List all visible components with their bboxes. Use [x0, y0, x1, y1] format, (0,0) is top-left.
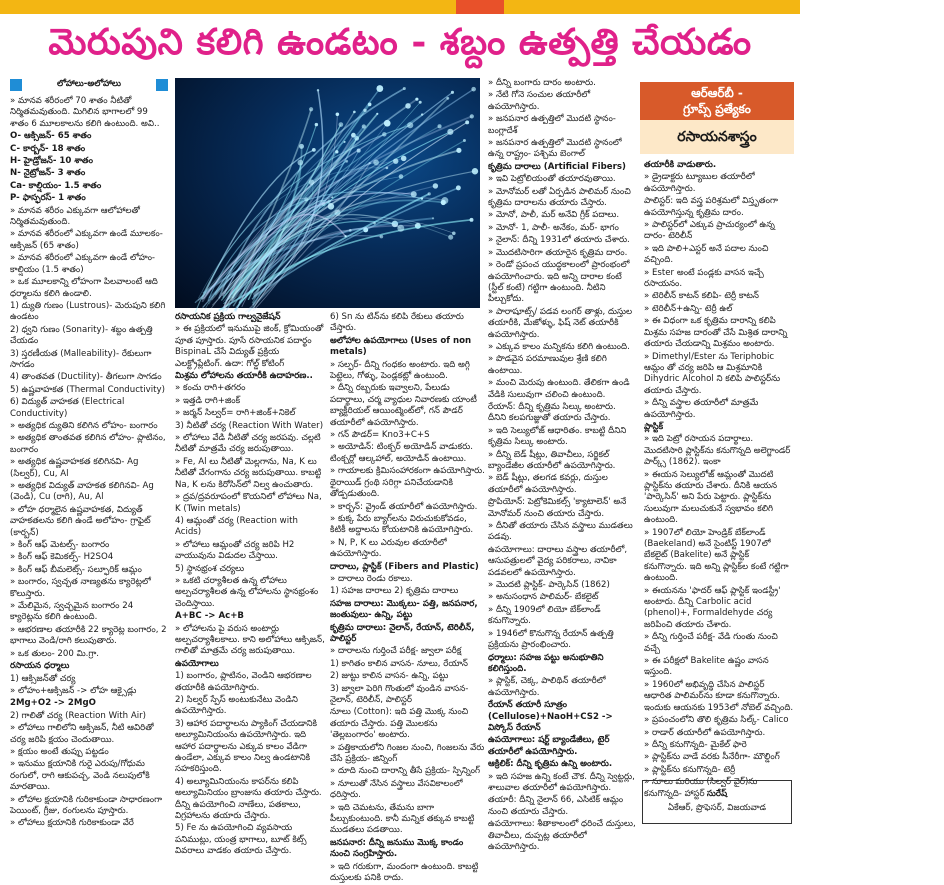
fiber-tip	[432, 217, 434, 219]
paragraph: ఆక్రిలిక్: దీన్ని కృత్రిమ ఉన్ని అంటారు.	[488, 759, 613, 770]
paragraph: » మోనో- 1, పాలీ- అనేకం, మర్- భాగం	[488, 222, 619, 233]
banner-line-2: గ్రూప్స్ ప్రత్యేకం	[683, 102, 751, 116]
column-3	[330, 312, 485, 884]
paragraph: 1) సహజ దారాలు 2) కృత్రిమ దారాలు	[330, 586, 459, 597]
paragraph: » నూలుతో నేసిన వస్త్రాలు వేసవికాలంలో ధరిస్తారు.	[330, 778, 463, 801]
paragraph: » Ester అంటే పండ్లకు వాసన ఇచ్చే రసాయనం.	[644, 267, 764, 290]
paragraph: » బంగారం, స్వచ్ఛత నాణ్యతను క్యారెట్లలో కొలుస్తారు.	[10, 577, 151, 599]
paragraph: » డ్రైడాక్టరు ట్యూబుల తయారీలో ఉపయోగిస్తారు.	[644, 172, 755, 194]
paragraph: » మంచి మెరుపు ఉంటుంది. తేలికగా ఉండి వేడికి సులువుగా చలించి ఉంటుంది.	[488, 378, 630, 400]
paragraph: » ఇది చెమటను, తేమను బాగా పీల్చుకుంటుంది. కానీ మన్నిక తక్కువ కాబట్టి ముడతలు పడతాయి.	[330, 802, 475, 836]
fiber-tip	[437, 124, 441, 128]
top-color-strip	[0, 0, 800, 14]
paragraph: » లోహాలను పై వరుస అంటార్లు అల్పచర్యాశీలకాలు. కాని అలోహాలు ఆక్సిజన్, గాలితో మాత్రమే చర్య జరుపుతాయి.	[175, 623, 325, 657]
paragraph: » దారాలు రెండు రకాలు.	[330, 573, 413, 584]
paragraph: » బెడ్ షీట్లు, తలగడ కవర్లు, దుస్తుల తయారీలో ఉపయోగిస్తారు.	[488, 473, 608, 495]
paragraph: » ఒకటి చర్యాశీలత ఉన్న లోహాలు అల్పచర్యాశీలత ఉన్న లోహాలను స్థానభ్రంశం చెందిస్తాయి.	[175, 575, 319, 609]
paragraph: 5) స్థానభ్రంశ చర్యలు	[175, 563, 245, 574]
paragraph: » లోహాలు గాలిలోని ఆక్సిజన్, నీటి ఆవిరితో చర్య జరిపి క్షయం చెందుతాయి.	[10, 723, 154, 745]
paragraph: » రాడార్ తయారీలో ఉపయోగిస్తారు.	[644, 727, 766, 738]
paragraph: ఉపయోగాలు: షర్ట్ బ్యాండేజీలు, టైర్ తయారీలో ఉపయోగిస్తారు.	[488, 735, 610, 757]
paragraph: » ఇది గరుకుగా, మందంగా ఉంటుంది. కాబట్టి దుస్తులకు పనికి రాదు.	[330, 861, 479, 884]
paragraph: » దీన్ని గుర్తించే పరీక్ష- వేడి గుంతు నుంచి వచ్చే	[644, 632, 778, 654]
fiber-tip	[297, 160, 303, 166]
paragraph: 1) ఆక్సిజన్‌తో చర్య	[10, 673, 76, 684]
column-1-reactions	[10, 674, 168, 830]
column-5-body	[644, 160, 794, 800]
masthead-logo-block	[456, 0, 504, 14]
fiber-tip	[411, 191, 417, 197]
paragraph: » కార్బన్: వ్రైండ్ తయారీలో ఉపయోగిస్తారు.	[330, 501, 478, 512]
fiber-tip	[456, 148, 461, 153]
paragraph: » జనపనార ఉత్పత్తిలో మొదటి స్థానం- బంగ్లాదేశ్	[488, 114, 616, 136]
section-marker-icon	[156, 79, 168, 91]
paragraph: » 1946లో కొనుగొన్న రేయాన్ ఉత్పత్తి ప్రక్రియను ప్రారంభించారు.	[488, 628, 614, 651]
paragraph: 2) గాలితో చర్య (Reaction With Air)	[10, 710, 146, 721]
fiber-tip	[403, 87, 406, 90]
paragraph: » కుక్క పేరు బ్యాగ్‌లను విరుచుకుకోవడం, కిటికీ అద్దాలను కోయటానికి ఉపయోగిస్తారు.	[330, 513, 474, 536]
paragraph: 2) ధ్వని గుణం (Sonarity)- శబ్దం ఉత్పత్తి చేయడం	[10, 324, 153, 347]
paragraph: » జర్మన్ సిల్వర్= రాగి+జింక్+నికెల్	[175, 408, 296, 419]
column-2	[175, 312, 325, 857]
paragraph: » ఈయన సెల్యులోజ్ ఆమ్లంతో మొదటి ప్లాస్టిక్‌ను తయారు చేశారు. దీనికి ఆయన 'పార్కెసిన్' అని పేరు పెట్టారు. ప్లాస్టిక్‌ను సులువుగా మలుచుకునే స్వభావం కలిగి ఉంటుంది.	[644, 469, 778, 526]
paragraph: » ఈయనను 'ఫాదర్ ఆఫ్ ప్లాస్టిక్ ఇండస్ట్రీ' అంటారు. దీన్ని Carbolic acid (phenol)+, Formaldehyde చర్య జరిపించి తయారు చేశారు.	[644, 585, 781, 630]
section-marker-icon	[10, 79, 22, 91]
section-title: లోహాలు-అలోహాలు	[56, 79, 121, 90]
paragraph: 6) Sn ను టిన్‌ను కలిపి రేకులు తయారు చేస్తారు.	[330, 312, 464, 334]
paragraph: 3) స్తరణీయత (Malleability)- రేకులుగా సాగడం	[10, 348, 152, 370]
paragraph: రేయాన్ తయారీ సూత్రం (Cellulose)+NaoH+CS2 -> విస్కోస్ రేయాన్	[488, 700, 613, 733]
fiber-tip	[463, 139, 466, 142]
paragraph: » లోహం+ఆక్సిజన్ -> లోహ ఆక్సైడ్లు	[10, 685, 137, 696]
paragraph: సహజ దారాలు: మొక్కలు- పత్తి, జనపనార, జంతువులు- ఉన్ని, పట్టు	[330, 598, 478, 621]
paragraph: » ప్లాస్టిక్‌ను కనుగొన్నది- టెర్రీ	[644, 764, 736, 775]
paragraph: అలోహాల ఉపయోగాలు (Uses of non metals)	[330, 335, 472, 358]
paragraph: » అత్యధిక ద్యుతిని కలిగిన లోహం- బంగారం	[10, 420, 158, 431]
fiber-tip	[317, 89, 319, 91]
paragraph: P- ఫాస్ఫరస్- 1 శాతం	[10, 193, 86, 204]
subheading: రసాయన ధర్మాలు	[10, 661, 70, 672]
paragraph: 4) అల్యూమినియంను కాపర్‌ను కలిపి అల్యూమినియం బ్రాంజును తయారు చేస్తారు. దీన్ని ఉపయోగించి నాణేలు, పతకాలు, విగ్రహాలను తయారు చేస్తారు.	[175, 776, 322, 822]
paragraph: » ఇనుము క్షయానికి గురై ఎరుపు/గోధుమ రంగులో, రాగి ఆకుపచ్చ, వెండి నలుపులోకి మారతాయి.	[10, 759, 150, 793]
fiber-optic-photo	[175, 78, 480, 308]
fiber-tip	[376, 85, 383, 92]
paragraph: » కింగ్ ఆఫ్ బీమలెట్స్- సల్ఫూరిక్ ఆమ్లం	[10, 564, 142, 575]
paragraph: » లోహాలు క్షయానికి గురికాకుండా వేరే	[10, 818, 134, 829]
paragraph: ఉపయోగాలు: దారాలు వస్త్రాల తయారీలో, ఆసుపత్రులలో వైద్య పరికరాలు, నావికా పడవలలో ఉపయోగిస్తారు.	[488, 544, 628, 578]
paragraph: » సల్ఫర్- దీన్ని గంధకం అంటారు. ఇది అగ్గి పెట్టెలు, గోళ్ళు, పెండ్లకట్లో ఉంటుంది.	[330, 359, 470, 382]
column-4	[488, 78, 636, 852]
paragraph: » మోనో, పాలీ, మర్ అనేవి గ్రీక్ పదాలు.	[488, 210, 620, 221]
section-header	[10, 78, 168, 92]
fiber-tip	[471, 87, 476, 92]
paragraph: » టెరిలీన్+ఉన్ని- టెర్రీ ఉల్	[644, 303, 733, 314]
paragraph: » మానవ శరీరంలో ఎక్కువగా ఉండే మూలకం- ఆక్సిజన్ (65 శాతం)	[10, 229, 163, 251]
paragraph: » ఆభరణాల తయారీకి 22 క్యారెట్ల బంగారం, 2 భాగాలు వెండి/రాగి కలుపుతారు.	[10, 624, 167, 647]
paragraph: » N, P, K లు ఎరువుల తయారీలో ఉపయోగిస్తారు.	[330, 537, 447, 560]
column-1	[10, 78, 168, 829]
paragraph: ప్రొపియోన్: పెట్రోకెమికల్స్ 'క్యాటాలెన్' అనే మోనోమర్ నుంచి తయారు చేస్తారు.	[488, 497, 627, 519]
paragraph: C- కార్బన్- 18 శాతం	[10, 143, 86, 154]
fiber-tip	[397, 225, 404, 232]
paragraph: » దీన్ని బెడ్ షీట్లు, తివాచీలు, సర్జికల్ బ్యాండేజీల తయారీలో ఉపయోగిస్తారు.	[488, 449, 616, 471]
series-banner	[640, 82, 794, 154]
paragraph: 5) Fe ను ఉపయోగించి వ్యవసాయ పనిముట్లు, యంత్ర భాగాలు, బూట్ కిట్స్ వివరాలు వాడకం తయారు చేస్తారు.	[175, 823, 307, 857]
fiber-tip	[470, 114, 474, 118]
paragraph: » మానవ శరీరంలో 70 శాతం నీటితో నిర్మితమవుతుంది. మిగిలిన భాగాలలో 99 శాతం 6 మూలకాలను కలిగి ఉంటుంది. అవి..	[10, 96, 160, 129]
paragraph: N- నైట్రోజన్- 3 శాతం	[10, 168, 86, 179]
paragraph: 2) సిల్వర్ స్పేస్ అంటుకునేటు వెండిని ఉపయోగిస్తారు.	[175, 695, 298, 717]
paragraph: మిశ్రమ లోహాలను తయారీకి ఉదాహరణ..	[175, 371, 313, 382]
paragraph: A+BC -> Ac+B	[175, 611, 244, 622]
paragraph: » ఇది పాలి+ఎస్టర్ అనే పదాల నుంచి వచ్చింది.	[644, 243, 769, 266]
fiber-tip	[309, 107, 313, 111]
paragraph: » ఎక్కువ కాలం మన్నికను కలిగి ఉంటుంది.	[488, 341, 630, 352]
paragraph: పాలిస్టర్: ఇది వస్త్ర పరిశ్రమలో విస్తృతంగా ఉపయోగిస్తున్న కృత్రిమ దారం.	[644, 196, 778, 218]
fiber-tip	[428, 192, 431, 195]
paragraph: » నైలాన్: దీన్ని 1931లో తయారు చేశారు.	[488, 235, 630, 246]
paragraph: » అత్యధిక ఉష్ణవాహకత కలిగినవి- Ag (సిల్వర్), Cu, Al	[10, 457, 139, 479]
fiber-tip	[343, 141, 345, 143]
fiber-tip	[393, 158, 398, 163]
paragraph: 6) విద్యుత్ వాహకత (Electrical Conductivity)	[10, 397, 125, 419]
paragraph: » గన్ పౌడర్= Kno3+C+S	[330, 430, 430, 441]
paragraph: 2) జుట్టు కాలిన వాసన- ఉన్ని, పట్టు	[330, 671, 449, 682]
paragraph: నూలు (Cotton): ఇది పత్తి మొక్క నుంచి తయారు చేస్తారు. పత్తి మొలకను 'తెల్లబంగారం' అంటారు.	[330, 707, 469, 741]
fiber-tip	[470, 218, 474, 222]
paragraph: » లోహాలు ఆమ్లంతో చర్య జరిపి H2 వాయువును విడుదల చేస్తాయి.	[175, 539, 295, 562]
paragraph: » కింగ్ ఆఫ్ మెటల్స్- బంగారం	[10, 540, 110, 551]
paragraph: 4) తాంతవత (Ductility)- తీగలుగా సాగడం	[10, 372, 162, 383]
fiber-tip	[312, 148, 316, 152]
paragraph: » దీన్ని బంగారు దారం అంటారు.	[488, 78, 596, 88]
paragraph: » పొడవైన పరమాణువుల శ్రేణి కలిగి ఉంటాయి.	[488, 354, 607, 376]
paragraph: » ఇవి పెట్రోలియంతో తయారవుతాయి.	[488, 174, 616, 185]
paragraph: తయారీకి వాడుతారు.	[644, 160, 717, 170]
fiber-tip	[452, 231, 456, 235]
paragraph: » మానవ శరీరం ఎక్కువగా ఆలోహాలతో నిర్మితమవుతుంది.	[10, 205, 140, 228]
fiber-tip	[472, 168, 478, 174]
paragraph: » Dimethyl/Ester ను Teriphobic ఆమ్లం తో చర్య జరిపి ఆ మిశ్రమానికి Dihydric Alcohol ని కలిపి పాలిస్టర్‌ను తయారు చేస్తారు.	[644, 351, 781, 396]
paragraph: కృత్రిమ దారాలు: నైలాన్, రేయాన్, టెరిలీన్, పాలిస్టర్	[330, 622, 475, 644]
paragraph: 3) ఆహార పదార్థాలను ప్యాకింగ్ చేయడానికి అల్యూమినియంను ఉపయోగిస్తారు. ఇది ఆహార పదార్థాలను ఎక్కువ కాలం వేడిగా ఉండేలా, ఎక్కువ కాలం నిల్వ ఉండటానికి సహకరిస్తుంది.	[175, 718, 318, 775]
paragraph: » ఈ ప్రక్రియలో ఇనుముపై జింక్, క్రోమియంతో పూత పూస్తారు. పూసే రసాయనిక పదార్థం BispinaL చేసే విద్యుత్ ప్రక్రియ ఎలక్ట్రోప్లేటింగ్. ఉదా: గోల్డ్ కోటింగ్	[175, 324, 324, 369]
paragraph: » దారాలను గుర్తించే పరీక్ష- జ్వాలా పరీక్ష	[330, 646, 462, 657]
paragraph: » కంచు రాగి+తగరం	[175, 383, 246, 394]
fiber-tip	[339, 122, 344, 127]
paragraph: » దూది నుంచి దారాన్ని తీసే ప్రక్రియ- స్పిన్నింగ్	[330, 766, 481, 777]
paragraph: 1) ద్యుతి గుణం (Lustrous)- మెరుపుని కలిగి ఉండటం	[10, 300, 166, 323]
paragraph: » ప్లాస్టిక్‌ను వాడే వరకు సీనేరీగా- మౌల్డింగ్	[644, 752, 780, 763]
fiber-tip	[447, 129, 453, 135]
fiber-tip	[433, 183, 438, 188]
column-4-body	[488, 78, 636, 853]
paragraph: ఉపయోగాలు: శీతాకాలంలో ధరించే దుస్తులు, తివాచీలు, దుప్పట్ల తయారీలో ఉపయోగిస్తారు.	[488, 819, 636, 852]
fiber-tip	[335, 150, 338, 153]
banner-top	[640, 82, 794, 120]
fiber-tip	[446, 97, 449, 100]
fiber-tip	[344, 235, 346, 237]
headline: మెరుపుని కలిగి ఉండటం - శబ్దం ఉత్పత్తి చేయడం	[48, 21, 752, 63]
fiber-tip	[376, 113, 378, 115]
author-byline	[642, 780, 792, 824]
paragraph: » ప్లాస్టిక్, చెక్క, పాలిథిన్ తయారీలో ఉపయోగిస్తారు.	[488, 676, 606, 698]
paragraph: » మొదటి ప్లాస్టిక్- పార్కెసిన్ (1862)	[488, 580, 610, 591]
fiber-tip	[362, 124, 366, 128]
paragraph: » 1960లో అభివృద్ధి చేసిన పాలిస్టర్ ఆధారిత పాలిమర్‌ను కూడా కనుగొన్నారు. ఇందుకు ఆయనకు 1953లో నోబెల్ వచ్చింది.	[644, 679, 794, 713]
banner-subject: రసాయనశాస్త్రం	[640, 120, 794, 154]
paragraph: » 1907లో లియో హెండ్రిక్ బేక్‌లాండ్ (Baekeland) అనే సైంటిస్ట్ 1907లో బేకలైట్ (Bakelite) అనే ప్లాస్టిక్ కనుగొన్నారు. ఇది అన్ని ప్లాస్టిక్‌ల కంటే గట్టిగా ఉంటుంది.	[644, 527, 789, 584]
column-3-body	[330, 312, 485, 885]
paragraph: » ఈ విధంగా ఒక కృత్రిమ దారాన్ని కలిపి మిశ్రమ సహజ దారంతో చేసే మిశ్రిత దారాన్ని తయారు చేయడాన్ని మిశ్రమం అంటారు.	[644, 316, 788, 350]
paragraph: H- హైడ్రోజన్- 10 శాతం	[10, 156, 93, 167]
paragraph: » లోహ ధర్మాలైన ఉష్ణవాహకత, విద్యుత్ వాహకతలను కలిగి ఉండే అలోహం- గ్రాఫైట్ (కార్బన్)	[10, 504, 151, 538]
paragraph: 3) నీటితో చర్య (Reaction With Water)	[175, 420, 324, 431]
paragraph: » పారాషూట్స్/ పడవ లంగర్ తాళ్లు, దుస్తుల తయారీకి, మేజోళ్ళు, ఫిష్ నెట్ తయారీకి ఉపయోగిస్తారు.	[488, 306, 633, 340]
paragraph: ప్లాస్టిక్	[644, 421, 664, 432]
paragraph: 5) ఉష్ణవాహకత (Thermal Conductivity)	[10, 384, 165, 395]
fiber-tip	[415, 98, 418, 101]
paragraph: » Fe, Al లు నీటితో మెల్లగాను, Na, K లు నీటితో వేగంగాను చర్య జరుపుతాయి. కాబట్టి Na, K లను కిరోసిన్‌లో నిల్వ ఉంచుతారు.	[175, 456, 322, 490]
paragraph: » టెరిలీన్ కాటన్ కలిపి- టెర్రీ కాటన్	[644, 291, 759, 302]
paragraph: » లోహాల క్షయానికి గురికాకుండా సాధారణంగా పెయింట్, గ్రీజు, రంగులను పూస్తారు.	[10, 794, 162, 816]
paragraph: 2Mg+O2 -> 2MgO	[10, 698, 96, 709]
paragraph: » ఇత్తడి రాగి+జింక్	[175, 395, 241, 406]
paragraph: » అనుసంధాన పాలిమర్- బేకలైట్	[488, 592, 599, 603]
paragraph: Ca- కాల్షియం- 1.5 శాతం	[10, 180, 102, 191]
paragraph: రేయాన్: దీన్ని కృత్రిమ సిల్కు అంటారు. దీనిని కలపగుజ్జుతో తయారు చేస్తారు.	[488, 401, 616, 424]
paragraph: » కింగ్ ఆఫ్ కెమికల్స్- H2SO4	[10, 552, 114, 563]
paragraph: » మోనోమర్ లతో ఏర్పడిన పాలిమర్ నుంచి కృత్రిమ దారాలను తయారు చేస్తారు.	[488, 186, 631, 209]
fiber-tip	[315, 123, 318, 126]
fiber-tip	[353, 111, 356, 114]
fiber-tip	[373, 222, 376, 225]
paragraph: రసాయనిక ప్రక్రియ గాల్వనైజేషన్	[175, 312, 281, 322]
fiber-tip	[448, 235, 453, 240]
fiber-strands-graphic	[175, 78, 480, 308]
paragraph: జనపనార: దీన్ని జనుము మొక్క కాండం నుంచి సంగ్రహిస్తారు.	[330, 837, 464, 860]
paragraph: కృత్రిమ దారాలు (Artificial Fibers)	[488, 161, 626, 172]
paragraph: » దీనితో తయారు చేసిన వస్త్రాలు ముడతలు పడవు.	[488, 521, 633, 543]
paragraph: » ఇది సెల్యులోజ్ ఆధారితం. కాబట్టి దీనిని కృత్రిమ సిల్కు అంటారు.	[488, 425, 627, 448]
paragraph: 3) జ్వాలా పెరిగి గొంతులో వుండిన వాసన- నైలాన్, టెరిలీన్, పాలిస్టర్	[330, 683, 469, 705]
author-name: సురేష్	[706, 789, 728, 799]
paragraph: ఉపయోగాలు	[175, 658, 219, 669]
paragraph: తయారీ: దీన్ని నైలాన్ 66, ఎసిటిక్ ఆమ్లం నుంచి తయారు చేస్తారు.	[488, 795, 624, 817]
paragraph: » దీన్ని 1909లో లియో బేక్‌లాండ్ కనుగొన్నారు.	[488, 604, 601, 627]
fiber-tip	[421, 113, 423, 115]
paragraph: దారాలు, ప్లాస్టిక్ (Fibers and Plastic)	[330, 561, 479, 572]
paragraph: » గాయాలకు క్రిమిసంహారకంగా ఉపయోగిస్తారు. థైరాయిడ్ గ్రంథి సరిగ్గా పనిచేయడానికి తోడ్పడుతుంది.	[330, 466, 485, 500]
column-2-body	[175, 312, 325, 858]
paragraph: » రెండో ప్రపంచ యుద్ధకాలంలో ప్రారంభంలో ఉపయోగించారు. ఇది అన్ని దారాల కంటే (స్టీల్ కంటే) గట్టిగా ఉంటుంది. నీటిని పీల్చుకోదు.	[488, 260, 630, 305]
paragraph: » అత్యధిక తాంతవత కలిగిన లోహం- ప్లాటినం, బంగారం	[10, 433, 166, 455]
paragraph: » దీన్ని రబ్బరుకు ఇవ్వాలని, పేలుడు పదార్థాలు, చర్మ వ్యాధుల నివారణకు యాంటీ బ్యాక్టీరియల్ ఆయింట్మెంట్‌లో, గన్ పౌడర్ తయారీలో ఉపయోగిస్తారు.	[330, 383, 477, 428]
paragraph: » ద్రవ/ద్రవరూపంలో కొయనిలో లోహాలు Na, K (Twin metals)	[175, 492, 322, 514]
paragraph: » ఇది సహజ ఉన్ని కంటే చౌక. దీన్ని స్వెట్టర్లు, శాలువాల తయారీలో ఉపయోగిస్తారు.	[488, 771, 635, 793]
fiber-tip	[336, 113, 340, 117]
paragraph: » దీన్ని వస్త్రాల తయారీలో మాత్రమే ఉపయోగిస్తారు.	[644, 398, 759, 420]
paragraph: » నూలు మరియు (సిల్వర్ వైర్)ను కనుగొన్నది- హాస్టర్	[644, 777, 758, 799]
paragraph: » పత్తికాయలోని గింజల నుంచి, గింజలను వేరు చేసే ప్రక్రియ- జిన్నింగ్	[330, 742, 485, 765]
paragraph: 1) కాగితం కాలిన వాసన- నూలు, రేయాన్	[330, 658, 468, 669]
column-1-body	[10, 96, 168, 660]
paragraph: » మానవ శరీరంలో ఎక్కువగా ఉండే లోహం- కాల్షియం (1.5 శాతం)	[10, 253, 156, 275]
paragraph: » నేటి గోనె సంచుల తయారీలో ఉపయోగిస్తారు.	[488, 90, 591, 112]
author-title: ఏకేఆర్, ప్రొఫెసర్, విజయవాడ	[667, 803, 767, 813]
fiber-tip	[441, 200, 446, 205]
paragraph: » జనపనార ఉత్పత్తిలో మొదటి స్థానంలో ఉన్న రాష్ట్రం- పశ్చిమ బెంగాల్	[488, 138, 622, 160]
paragraph: » పాలిస్టర్‌లో ఎక్కువ ప్రాచుర్యంలో ఉన్న దారం- టెరిలీన్	[644, 220, 775, 242]
paragraph: » మొదటిసారిగా తయారైన కృత్రిమ దారం.	[488, 247, 628, 258]
paragraph: 1) బంగారం, ప్లాటినం, వెండిని ఆభరణాల తయారీకి ఉపయోగిస్తారు.	[175, 671, 312, 693]
paragraph: » ఇది పెట్రో రసాయన పదార్థాలు. మొదటిసారి ప్లాస్టిక్‌ను కనుగొన్నది అలెగ్జాండర్ పార్క్స్ (1862). ఇంకా	[644, 434, 791, 468]
fiber-tip	[451, 91, 454, 94]
paragraph: » ఒక తులం- 200 మి.గ్రా.	[10, 648, 100, 659]
logo-icon	[926, 0, 944, 15]
paragraph: » ఒక మూలకాన్ని లోహంగా పిలవాలంటే ఆది ధర్మాలను కలిగి ఉండాలి.	[10, 277, 158, 299]
paragraph: » మేలిమైన, స్వచ్ఛమైన బంగారం 24 క్యారెట్లను కలిగి ఉంటుంది.	[10, 601, 134, 623]
paragraph: » దీన్ని కనుగొన్నది- మైకేల్ ఫారె	[644, 739, 747, 750]
paragraph: » క్షయం అంటే తుప్పు పట్టడం	[10, 746, 109, 757]
paragraph: » అత్యధిక విద్యుత్ వాహకత కలిగినవి- Ag (వెండి), Cu (రాగి), Au, Al	[10, 481, 154, 503]
fiber-tip	[419, 101, 422, 104]
fiber-tip	[465, 120, 469, 124]
paragraph: » లోహాలు వేడి నీటితో చర్య జరపవు. చల్లటి నీటితో మాత్రమే చర్య జరుపుతాయి.	[175, 433, 321, 455]
paragraph: 4) ఆమ్లంతో చర్య (Reaction with Acids)	[175, 515, 298, 538]
banner-line-1: ఆర్‌ఆర్‌బీ -	[691, 86, 743, 100]
fiber-tip	[456, 185, 461, 190]
paragraph: » అయోడిన్: టింక్చర్ అయోడిన్ వాడుకరు. టింక్చర్లో ఆల్కహాల్, అయోడిన్ ఉంటాయి.	[330, 442, 473, 464]
paragraph: ధర్మాలు: సహజ పట్టు అనుభూతిని కలిగిస్తుంది.	[488, 652, 604, 674]
paragraph: » ఈ పరీక్షలో Bakelite ఉష్ణం వాసన ఇస్తుంది.	[644, 656, 769, 678]
fiber-tip	[401, 156, 407, 162]
paragraph: » ప్రపంచంలోని తొలి కృత్రిమ సిల్క్- Calico	[644, 715, 789, 726]
paragraph: O- ఆక్సిజన్- 65 శాతం	[10, 131, 92, 142]
